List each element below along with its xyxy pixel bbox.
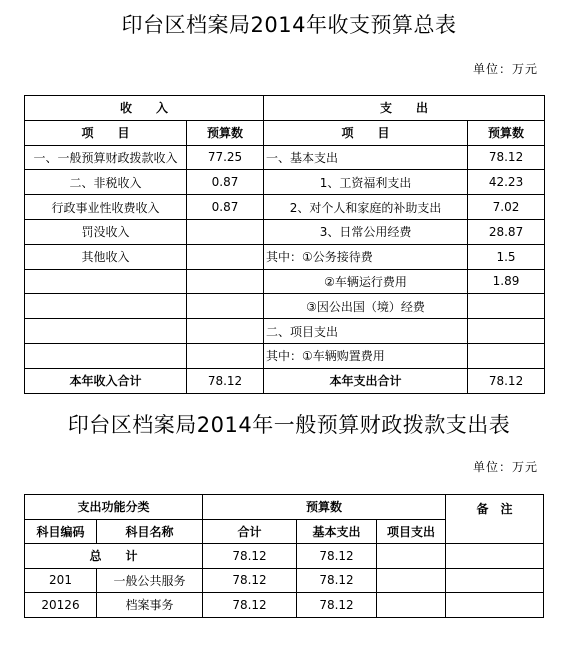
expense-item-col: 项 目 — [264, 120, 468, 145]
expense-header: 支 出 — [264, 96, 545, 121]
income-value — [187, 294, 264, 319]
table-row — [25, 244, 545, 269]
income-value: 0.87 — [187, 195, 264, 220]
income-name — [25, 294, 187, 319]
expense-value — [468, 343, 545, 368]
total-basic: 78.12 — [297, 544, 377, 569]
expense-name: ②车辆运行费用 — [264, 269, 468, 294]
total-label: 总 计 — [25, 544, 203, 569]
row-remark — [446, 593, 544, 618]
total-remark — [446, 544, 544, 569]
income-name: 一、一般预算财政拨款收入 — [25, 145, 187, 170]
expense-name: 其中：①公务接待费 — [264, 244, 468, 269]
income-name — [25, 343, 187, 368]
expense-name: 1、工资福利支出 — [264, 170, 468, 195]
row-basic: 78.12 — [297, 568, 377, 593]
expense-value: 7.02 — [468, 195, 545, 220]
subject-name: 档案事务 — [97, 593, 203, 618]
income-name: 行政事业性收费收入 — [25, 195, 187, 220]
expense-value: 28.87 — [468, 219, 545, 244]
unit-label: 单位：万元 — [472, 62, 538, 76]
header-row — [25, 96, 545, 121]
budget-header: 预算数 — [203, 495, 446, 520]
basic-col: 基本支出 — [297, 519, 377, 544]
income-value — [187, 219, 264, 244]
expense-value — [468, 319, 545, 344]
income-value — [187, 269, 264, 294]
income-name: 二、非税收入 — [25, 170, 187, 195]
subject-code: 201 — [25, 568, 97, 593]
income-budget-col: 预算数 — [187, 120, 264, 145]
row-sum: 78.12 — [203, 568, 297, 593]
expense-name: 一、基本支出 — [264, 145, 468, 170]
expense-value: 1.89 — [468, 269, 545, 294]
income-name — [25, 269, 187, 294]
name-col: 科目名称 — [97, 519, 203, 544]
income-value — [187, 343, 264, 368]
table-row — [25, 568, 544, 593]
income-name — [25, 319, 187, 344]
expense-name: 2、对个人和家庭的补助支出 — [264, 195, 468, 220]
income-item-col: 项 目 — [25, 120, 187, 145]
expense-value: 78.12 — [468, 145, 545, 170]
table-row — [25, 195, 545, 220]
subheader-row — [25, 120, 545, 145]
income-value — [187, 244, 264, 269]
total-expense-label: 本年支出合计 — [264, 368, 468, 393]
sum-col: 合计 — [203, 519, 297, 544]
total-sum: 78.12 — [203, 544, 297, 569]
remark-header: 备 注 — [446, 495, 544, 544]
total-row — [25, 544, 544, 569]
expense-name: 其中：①车辆购置费用 — [264, 343, 468, 368]
expense-name: ③因公出国（境）经费 — [264, 294, 468, 319]
expense-value — [468, 294, 545, 319]
expense-budget-col: 预算数 — [468, 120, 545, 145]
total-project — [377, 544, 446, 569]
total-income-label: 本年收入合计 — [25, 368, 187, 393]
table-row — [25, 145, 545, 170]
unit-label: 单位：万元 — [472, 460, 538, 474]
header-row — [25, 495, 544, 520]
budget-summary-table — [24, 95, 545, 394]
expense-name: 二、项目支出 — [264, 319, 468, 344]
total-expense-value: 78.12 — [468, 368, 545, 393]
income-value — [187, 319, 264, 344]
table-row — [25, 170, 545, 195]
expense-value: 1.5 — [468, 244, 545, 269]
expense-name: 3、日常公用经费 — [264, 219, 468, 244]
row-project — [377, 593, 446, 618]
func-class-header: 支出功能分类 — [25, 495, 203, 520]
subject-name: 一般公共服务 — [97, 568, 203, 593]
income-name: 其他收入 — [25, 244, 187, 269]
table-row — [25, 294, 545, 319]
table-row — [25, 319, 545, 344]
row-project — [377, 568, 446, 593]
budget-summary-title: 印台区档案局2014年收支预算总表 — [121, 13, 457, 37]
code-col: 科目编码 — [25, 519, 97, 544]
total-income-value: 78.12 — [187, 368, 264, 393]
general-budget-table — [24, 494, 544, 618]
income-name: 罚没收入 — [25, 219, 187, 244]
general-budget-title: 印台区档案局2014年一般预算财政拨款支出表 — [67, 413, 511, 437]
row-sum: 78.12 — [203, 593, 297, 618]
table-row — [25, 269, 545, 294]
row-remark — [446, 568, 544, 593]
table-row — [25, 593, 544, 618]
table-row — [25, 219, 545, 244]
project-col: 项目支出 — [377, 519, 446, 544]
income-header: 收 入 — [25, 96, 264, 121]
subject-code: 20126 — [25, 593, 97, 618]
expense-value: 42.23 — [468, 170, 545, 195]
row-basic: 78.12 — [297, 593, 377, 618]
income-value: 77.25 — [187, 145, 264, 170]
table-row — [25, 343, 545, 368]
income-value: 0.87 — [187, 170, 264, 195]
total-row — [25, 368, 545, 393]
